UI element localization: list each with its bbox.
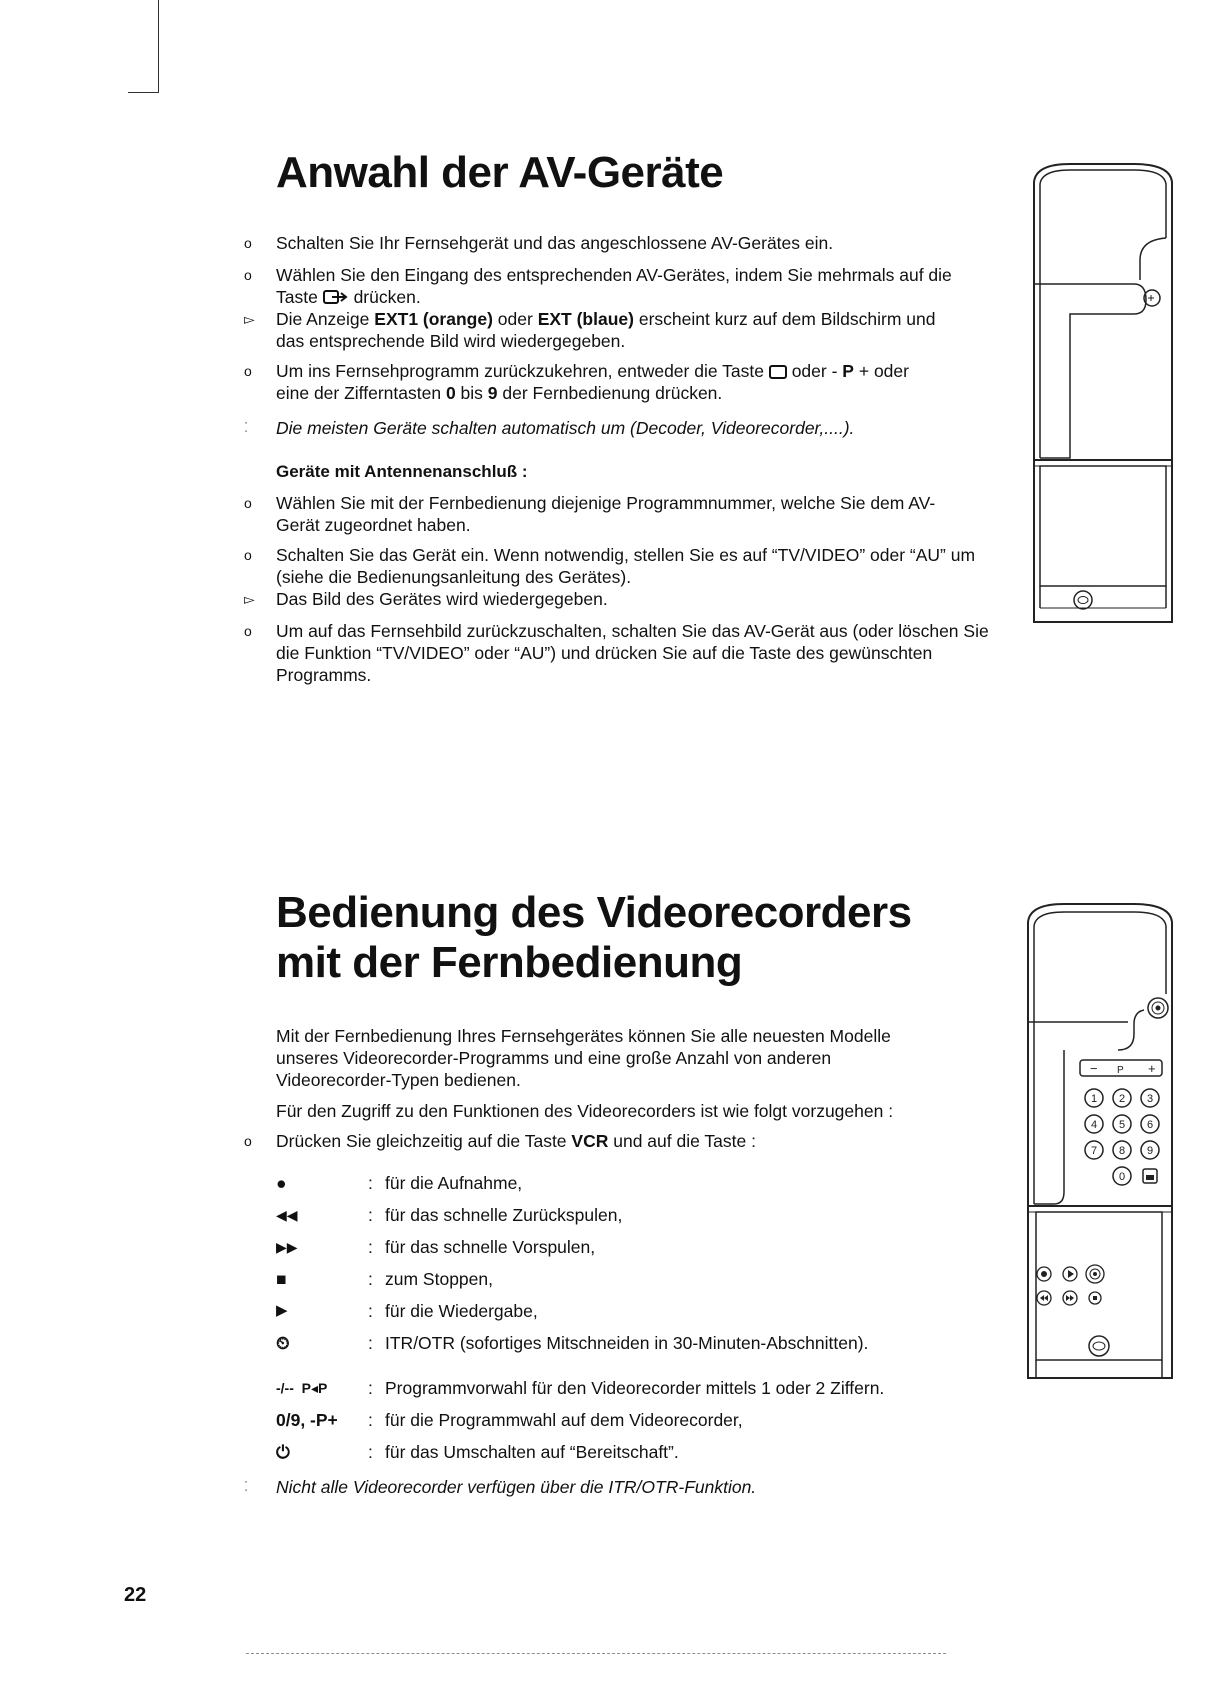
svg-text:5: 5 — [1118, 1119, 1126, 1131]
list-item — [244, 492, 1004, 536]
crop-mark — [128, 0, 159, 93]
subheading: Geräte mit Antennenanschluß : — [276, 462, 528, 481]
list-item — [244, 544, 1004, 588]
svg-text:+: + — [1148, 1061, 1156, 1076]
item-text: Schalten Sie Ihr Fernsehgerät und das angeschlossene AV-Gerätes ein. — [276, 233, 834, 253]
note-item — [244, 1476, 1004, 1498]
svg-text:2: 2 — [1118, 1093, 1126, 1105]
timer-icon: ⏲ — [276, 1333, 290, 1353]
note-text: Nicht alle Videorecorder verfügen über die ITR/OTR-Funktion. — [276, 1477, 757, 1497]
item-text: Wählen Sie mit der Fernbedienung diejenige Programmnummer, welche Sie dem AV-Gerät zugeordnet haben. — [276, 493, 936, 535]
list-item — [244, 264, 1004, 308]
item-text: Um ins Fernsehprogramm zurückzukehren, entweder die Taste oder - P + oder eine der Zifferntasten 0 bis 9 der Fernbedienung drücken. — [276, 361, 909, 403]
standby-icon: ⏻ — [276, 1442, 290, 1462]
scan-artifact-line — [246, 1653, 946, 1654]
svg-text:P: P — [1117, 1065, 1124, 1076]
note-item — [244, 417, 1004, 439]
svg-text:−: − — [1090, 1061, 1098, 1076]
note-icon: ⁚ — [244, 1479, 249, 1494]
bullet-circle-icon: o — [244, 495, 252, 511]
vcr-select-button-icon — [1089, 1336, 1109, 1356]
access-paragraph: Für den Zugriff zu den Funktionen des Videorecorders ist wie folgt vorzugehen : — [276, 1101, 894, 1121]
bullet-circle-icon: o — [244, 623, 252, 639]
svg-text:1: 1 — [1090, 1093, 1098, 1105]
svg-text:7: 7 — [1090, 1145, 1098, 1157]
note-icon: ⁚ — [244, 420, 249, 435]
stop-icon: ■ — [276, 1269, 287, 1289]
rewind-icon: ◀◀ — [276, 1207, 298, 1223]
list-item — [244, 588, 1004, 610]
item-text: Das Bild des Gerätes wird wiedergegeben. — [276, 589, 608, 609]
list-item — [244, 308, 1004, 352]
fast-forward-icon: ▶▶ — [276, 1239, 298, 1255]
section1-title: Anwahl der AV-Geräte — [276, 148, 724, 197]
vcr-remote-illustration — [1024, 900, 1184, 1390]
record-icon: ● — [276, 1173, 287, 1193]
note-text: Die meisten Geräte schalten automatisch um (Decoder, Videorecorder,....). — [276, 418, 855, 438]
av-input-key-icon — [323, 289, 349, 305]
page-number: 22 — [124, 1584, 147, 1606]
bullet-circle-icon: o — [244, 235, 252, 251]
svg-text:3: 3 — [1146, 1093, 1154, 1105]
tv-key-icon — [769, 365, 787, 379]
item-text: Drücken Sie gleichzeitig auf die Taste VCR und auf die Taste : — [276, 1131, 756, 1151]
intro-paragraph: Mit der Fernbedienung Ihres Fernsehgerätes können Sie alle neuesten Modelle unseres Videorecorder-Programms und eine große Anzahl von anderen Videorecorder-Typen bedienen. — [276, 1026, 891, 1090]
arrow-marker-icon: ▻ — [244, 591, 255, 607]
svg-text:0: 0 — [1118, 1171, 1126, 1183]
program-select-key-icon: 0/9, -P+ — [276, 1410, 338, 1430]
arrow-marker-icon: ▻ — [244, 311, 255, 327]
list-item — [244, 620, 1004, 686]
svg-text:9: 9 — [1146, 1145, 1154, 1157]
bullet-circle-icon: o — [244, 363, 252, 379]
list-item — [244, 232, 1004, 254]
list-item — [244, 360, 1004, 404]
program-digit-key-icon: -/-- P◂P — [276, 1380, 328, 1396]
play-icon: ▶ — [276, 1302, 288, 1319]
vcr-button-icon — [1074, 591, 1092, 609]
list-item — [244, 1130, 1004, 1152]
item-text: Schalten Sie das Gerät ein. Wenn notwendig, stellen Sie es auf “TV/VIDEO” oder “AU” um (siehe die Bedienungsanleitung des Gerätes). — [276, 545, 976, 587]
bullet-circle-icon: o — [244, 267, 252, 283]
svg-text:4: 4 — [1090, 1119, 1098, 1131]
section2-title: Bedienung des Videorecorders mit der Fernbedienung — [276, 888, 912, 987]
bullet-circle-icon: o — [244, 547, 252, 563]
item-text: Die Anzeige EXT1 (orange) oder EXT (blaue) erscheint kurz auf dem Bildschirm und das entsprechende Bild wird wiedergegeben. — [276, 309, 936, 351]
remote-control-illustration — [1030, 160, 1180, 650]
item-text: Um auf das Fernsehbild zurückzuschalten, schalten Sie das AV-Gerät aus (oder löschen Sie die Funktion “TV/VIDEO” oder “AU”) und drücken Sie auf die Taste des gewünschten Programms. — [276, 621, 989, 685]
item-text: Wählen Sie den Eingang des entsprechenden AV-Gerätes, indem Sie mehrmals auf die Taste drücken. — [276, 265, 952, 307]
bullet-circle-icon: o — [244, 1133, 252, 1149]
svg-text:6: 6 — [1146, 1119, 1154, 1131]
svg-text:8: 8 — [1118, 1145, 1126, 1157]
